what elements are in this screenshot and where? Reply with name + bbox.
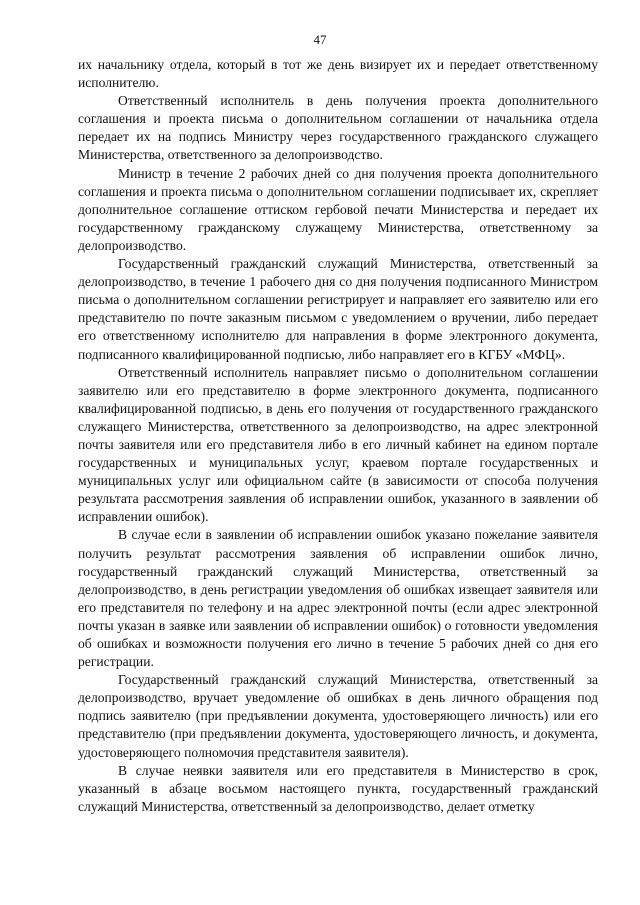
page-number: 47 (313, 32, 327, 47)
paragraph-registration: Государственный гражданский служащий Министерства, ответственный за делопроизводство, в течение 1 рабочего дня со дня получения подписанного Министром письма о дополнительном соглашении регистрирует и направляет его заявителю или его представителю по почте заказным письмом с уведомлением о вручении, либо передает его ответственному исполнителю для направления в форме электронного документа, подписанного квалифицированной подписью, либо направляет его в КГБУ «МФЦ». (78, 256, 598, 362)
document-body (78, 56, 598, 816)
paragraph-continuation: их начальнику отдела, который в тот же день визирует их и передает ответственному исполнителю. (78, 57, 598, 91)
paragraph-handover: Государственный гражданский служащий Министерства, ответственный за делопроизводство, вручает уведомление об ошибках в день личного обращения под подпись заявителю (при предъявлении документа, удостоверяющего личность) или его представителю (при предъявлении документа, удостоверяющего личность, и документа, удостоверяющего полномочия представителя заявителя). (78, 672, 598, 760)
paragraph-non-appearance: В случае неявки заявителя или его представителя в Министерство в срок, указанный в абзаце восьмом настоящего пункта, государственный гражданский служащий Министерства, ответственный за делопроизводство, делает отметку (78, 762, 598, 814)
paragraph-minister-signing: Министр в течение 2 рабочих дней со дня получения проекта дополнительного соглашения и проекта письма о дополнительном соглашении подписывает их, скрепляет дополнительное соглашение оттиском гербовой печати Министерства и передает их государственному гражданскому служащему Министерства, ответственному за делопроизводство. (78, 165, 598, 253)
paragraph-electronic-sending: Ответственный исполнитель направляет письмо о дополнительном соглашении заявителю или его представителю в форме электронного документа, подписанного квалифицированной подписью, в день его получения от государственного гражданского служащего Министерства, ответственного за делопроизводство, на адрес электронной почты заявителя или его представителя либо в его личный кабинет на едином портале государственных и муниципальных услуг, краевом портале государственных и муниципальных услуг или официальном сайте (в зависимости от способа получения результата рассмотрения заявления об исправлении ошибок, указанного в заявлении об исправлении ошибок). (78, 364, 598, 525)
paragraph-executor-transfer: Ответственный исполнитель в день получения проекта дополнительного соглашения и проекта письма о дополнительном соглашении от начальника отдела передает их на подпись Министру через государственного гражданского служащего Министерства, ответственного за делопроизводство. (78, 93, 598, 163)
paragraph-personal-receipt-notice: В случае если в заявлении об исправлении ошибок указано пожелание заявителя получить результат рассмотрения заявления об исправлении ошибок лично, государственный гражданский служащий Министерства, ответственный за делопроизводство, в день регистрации уведомления об ошибках извещает заявителя или его представителя по телефону и на адрес электронной почты (если адрес электронной почты указан в заявке или заявлении об исправлении ошибок) о готовности уведомления об ошибках и возможности получения его лично в течение 5 рабочих дней со дня его регистрации. (78, 527, 598, 670)
